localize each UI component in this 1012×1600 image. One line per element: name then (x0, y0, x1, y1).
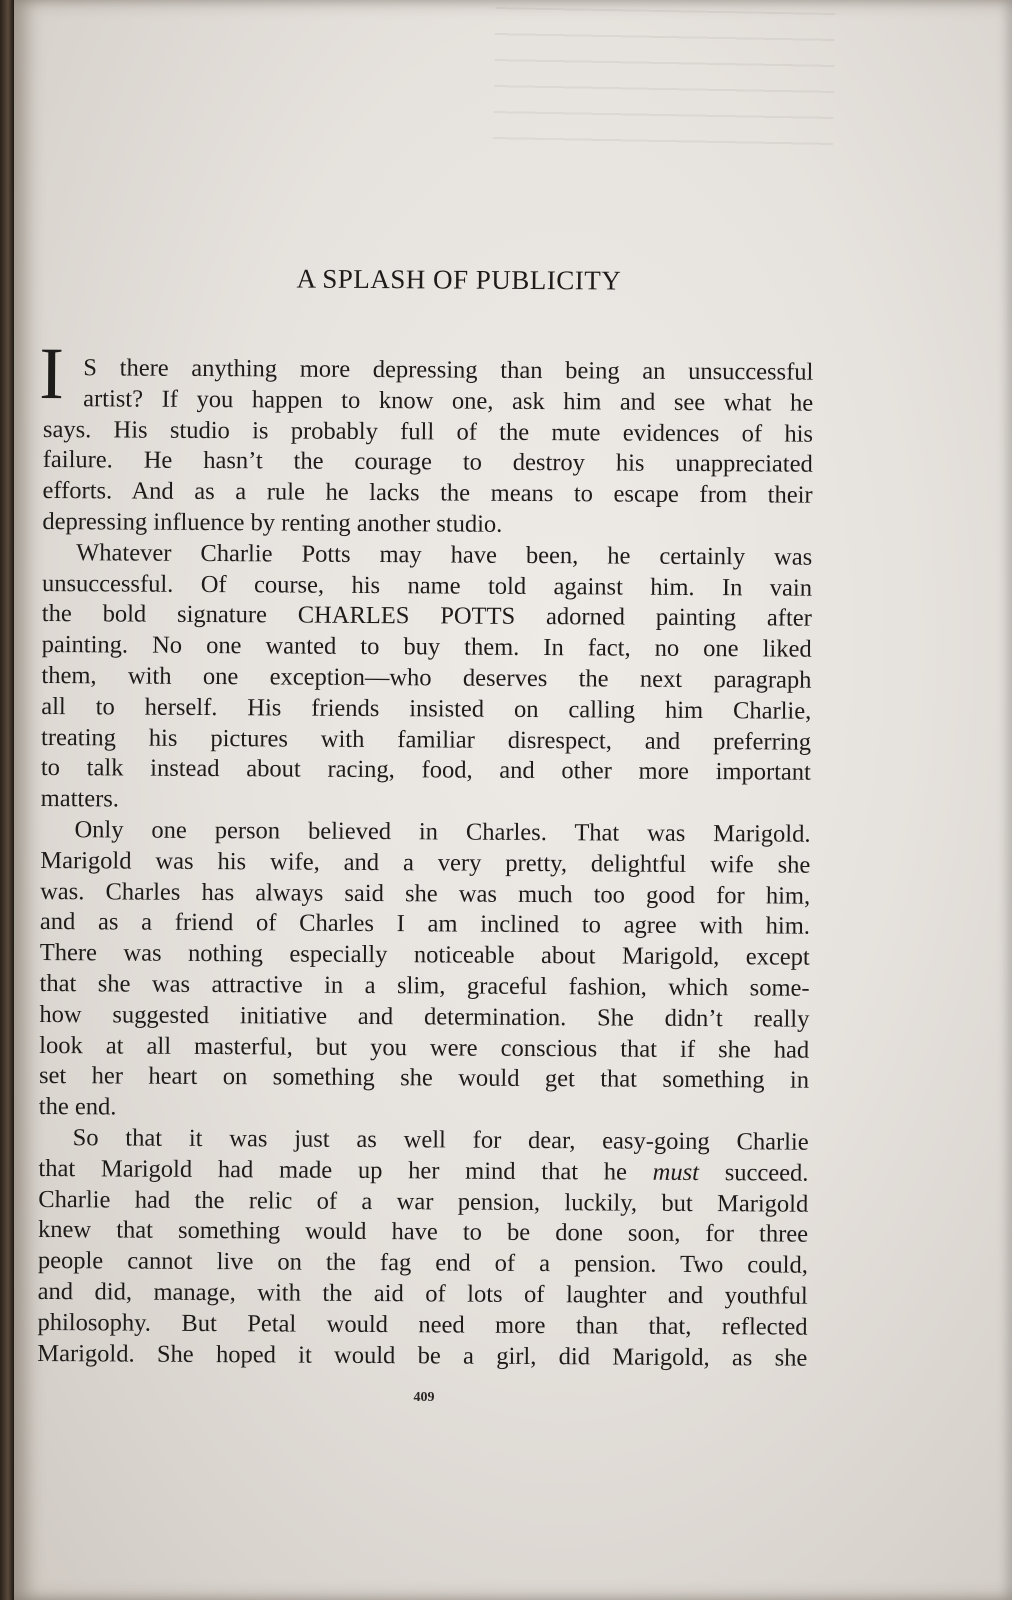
text-line: the bold signature CHARLES POTTS adorned painting after (41, 600, 812, 633)
text-line: Whatever Charlie Potts may have been, he certainly was (76, 538, 813, 571)
paragraph-2 (41, 538, 813, 820)
text-line: that she was attractive in a slim, graceful fashion, which some- (39, 969, 810, 1002)
text-line: philosophy. But Petal would need more than that, reflected (37, 1308, 808, 1341)
text-line: set her heart on something she would get that something in (38, 1062, 810, 1095)
text-line: all to herself. His friends insisted on calling him Charlie, (41, 692, 812, 725)
text-line: was. Charles has always said she was much too good for him, (40, 877, 811, 910)
text-line: and as a friend of Charles I am inclined to agree with him. (39, 908, 811, 941)
paragraph-4 (37, 1123, 808, 1374)
text-line: efforts. And as a rule he lacks the means to escape from their (42, 477, 813, 509)
emphasis-word: must (652, 1158, 700, 1186)
text-line: how suggested initiative and determination. She didn’t really (39, 1000, 810, 1033)
text-line: them, with one exception—who deserves the next paragraph (41, 661, 812, 694)
text-line: treating his pictures with familiar disrespect, and preferring (41, 723, 812, 756)
text-line: painting. No one wanted to buy them. In fact, no one liked (41, 631, 812, 663)
page-text-block (37, 262, 814, 1374)
text-line: says. His studio is probably full of the mute evidences of his (42, 415, 814, 448)
text-line: artist? If you happen to know one, ask him and see what he (83, 385, 814, 417)
text-line: Only one person believed in Charles. That was Marigold. (74, 816, 811, 848)
book-page (14, 0, 1012, 1600)
page-number: 409 (413, 1390, 435, 1405)
text-line: Marigold. She hoped it would be a girl, did Marigold, as she (37, 1339, 808, 1372)
text-line: There was nothing especially noticeable about Marigold, except (39, 939, 810, 971)
paragraph-1 (42, 353, 813, 542)
text-line: Marigold was his wife, and a very pretty, delightful wife she (40, 846, 811, 879)
text-line: to talk instead about racing, food, and other more important (40, 754, 811, 787)
text-line: and did, manage, with the aid of lots of laughter and youthful (37, 1277, 808, 1310)
drop-cap: I (39, 332, 65, 416)
text-line: depressing influence by renting another studio. (42, 507, 503, 538)
text-line: that Marigold had made up her mind that he must succeed. (38, 1154, 809, 1187)
text-line: people cannot live on the fag end of a pension. Two could, (37, 1247, 808, 1279)
text-line: the end. (38, 1093, 117, 1121)
text-line: knew that something would have to be done soon, for three (38, 1216, 809, 1248)
text-line: failure. He hasn’t the courage to destroy his unappreciated (42, 446, 813, 479)
show-through-text (493, 7, 836, 163)
chapter-title: A SPLASH OF PUBLICITY (296, 263, 622, 296)
text-line: Charlie had the relic of a war pension, luckily, but Marigold (38, 1185, 809, 1218)
text-line: S there anything more depressing than being an unsuccessful (83, 354, 814, 386)
text-line: So that it was just as well for dear, easy-going Charlie (72, 1124, 809, 1156)
paragraph-3 (39, 815, 811, 1128)
text-line: matters. (40, 785, 120, 813)
text-line: look at all masterful, but you were conscious that if she had (39, 1031, 810, 1064)
text-line: unsuccessful. Of course, his name told against him. In vain (41, 569, 813, 602)
